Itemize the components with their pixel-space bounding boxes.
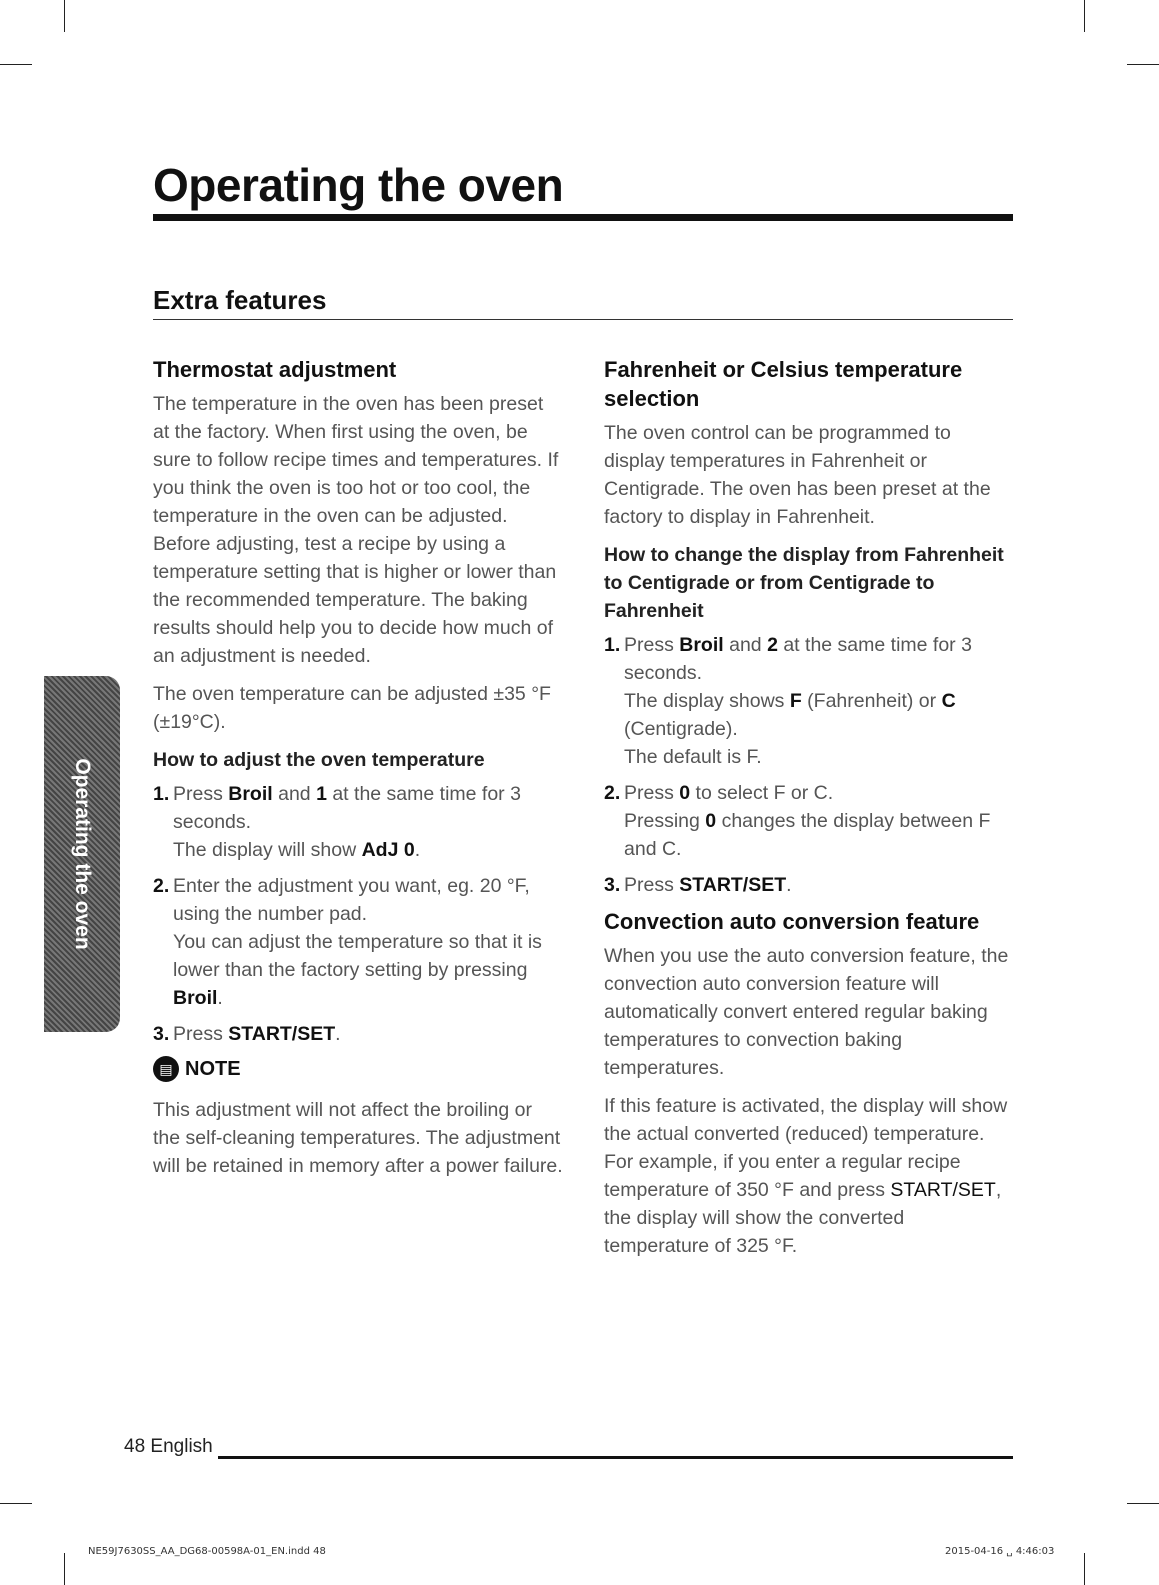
section-rule — [153, 319, 1013, 320]
convection-heading: Convection auto conversion feature — [604, 909, 980, 934]
list-item — [153, 1020, 563, 1048]
side-tab-label: Operating the oven — [71, 758, 94, 950]
print-file-label: NE59J7630SS_AA_DG68-00598A-01_EN.indd 48 — [88, 1546, 326, 1557]
print-timestamp: 2015-04-16 ␣ 4:46:03 — [945, 1546, 1055, 1557]
convection-example: If this feature is activated, the display will show the actual converted (reduced) temperature. For example, if you enter a regular recipe temperature of 350 °F and press START/SET, the display will show the converted temperature of 325 °F. — [604, 1095, 1008, 1257]
page-number: 48 English — [124, 1436, 213, 1457]
chapter-rule — [153, 214, 1013, 221]
note-header — [153, 1056, 563, 1082]
step-text: Press Broil and 2 at the same time for 3 seconds. — [624, 634, 972, 684]
side-tab — [44, 676, 120, 1032]
fc-subhead: How to change the display from Fahrenheit to Centigrade or from Centigrade to Fahrenheit — [604, 544, 1004, 622]
crop-mark — [64, 0, 65, 32]
list-item — [153, 872, 563, 1012]
thermostat-heading: Thermostat adjustment — [153, 357, 397, 382]
step-number: 3. — [153, 1023, 170, 1045]
step-text: You can adjust the temperature so that it is lower than the factory setting by pressing Broil. — [173, 931, 542, 1009]
adjust-subhead: How to adjust the oven temperature — [153, 749, 485, 771]
crop-mark — [0, 1503, 32, 1504]
step-text: Press START/SET. — [624, 874, 792, 896]
step-number: 2. — [153, 875, 170, 897]
left-column — [153, 355, 563, 1190]
crop-mark — [0, 64, 32, 65]
list-item — [604, 871, 1014, 899]
convection-intro: When you use the auto conversion feature, the convection auto conversion feature will automatically convert entered regular baking temperatures to convection baking temperatures. — [604, 945, 1009, 1079]
fc-heading: Fahrenheit or Celsius temperature selection — [604, 357, 963, 411]
step-number: 1. — [604, 634, 621, 656]
chapter-title: Operating the oven — [153, 159, 564, 211]
step-text: The default is F. — [624, 746, 762, 768]
step-number: 2. — [604, 782, 621, 804]
step-number: 1. — [153, 783, 170, 805]
note-text: This adjustment will not affect the broiling or the self-cleaning temperatures. The adjustment will be retained in memory after a power failure. — [153, 1099, 563, 1177]
section-title: Extra features — [153, 285, 327, 315]
crop-mark — [1127, 1503, 1159, 1504]
step-number: 3. — [604, 874, 621, 896]
footer-rule — [218, 1456, 1013, 1459]
step-text: Press START/SET. — [173, 1023, 341, 1045]
crop-mark — [1084, 1553, 1085, 1585]
step-text: Press Broil and 1 at the same time for 3 seconds. — [173, 783, 521, 833]
crop-mark — [1127, 64, 1159, 65]
step-text: The display will show AdJ 0. — [173, 839, 421, 861]
crop-mark — [64, 1553, 65, 1585]
list-item — [604, 631, 1014, 771]
step-text: Enter the adjustment you want, eg. 20 °F, using the number pad. — [173, 875, 530, 925]
thermostat-intro: The temperature in the oven has been preset at the factory. When first using the oven, be sure to follow recipe times and temperatures. If you think the oven is too hot or too cool, the temperature in the oven can be adjusted. Before adjusting, test a recipe by using a temperature setting that is higher or lower than the recommended temperature. The baking results should help you to decide how much of an adjustment is needed. — [153, 393, 559, 667]
list-item — [604, 779, 1014, 863]
note-icon: ▤ — [153, 1056, 179, 1082]
right-column — [604, 355, 1014, 1270]
list-item — [153, 780, 563, 864]
step-text: The display shows F (Fahrenheit) or C (Centigrade). — [624, 690, 956, 740]
thermostat-range: The oven temperature can be adjusted ±35 °F (±19°C). — [153, 683, 551, 733]
fc-steps — [604, 631, 1014, 899]
step-text: Press 0 to select F or C. — [624, 782, 834, 804]
fc-intro: The oven control can be programmed to display temperatures in Fahrenheit or Centigrade. The oven has been preset at the factory to display in Fahrenheit. — [604, 422, 991, 528]
crop-mark — [1084, 0, 1085, 32]
note-label: NOTE — [185, 1057, 241, 1080]
adjust-steps — [153, 780, 563, 1048]
step-text: Pressing 0 changes the display between F and C. — [624, 810, 991, 860]
